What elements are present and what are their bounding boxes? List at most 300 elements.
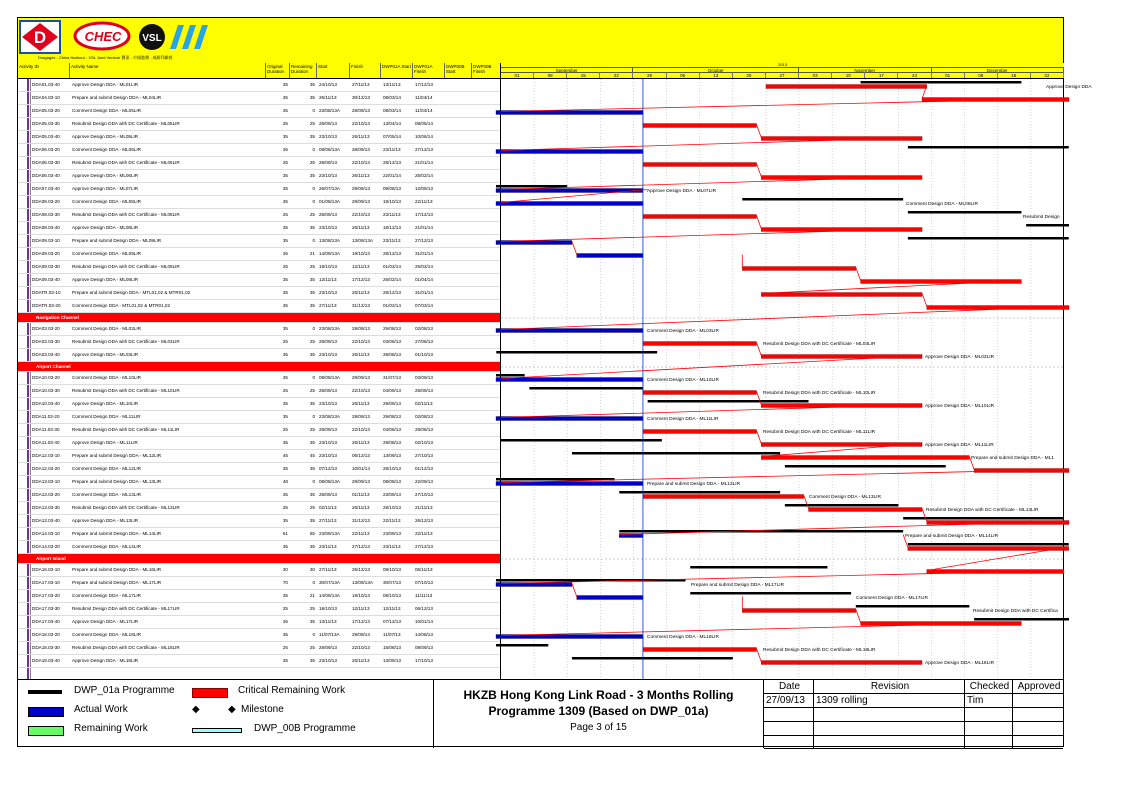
legend-dwp00b-swatch [192, 728, 242, 733]
start-date: 28/09/13 [319, 212, 337, 217]
activity-name: Comment Design DDA - MTL01,02 & MTR01,02 [72, 303, 171, 308]
baseline-bar [690, 566, 827, 569]
critical-bar [643, 495, 804, 499]
activity-id: DDA04.03-10 [32, 95, 60, 100]
original-duration: 35 [282, 277, 288, 282]
baseline-bar [908, 237, 1069, 240]
dragages-logo-letter: D [33, 28, 47, 47]
original-duration: 35 [282, 147, 288, 152]
table-row [18, 144, 500, 157]
timeline-week: 15 [567, 72, 600, 78]
activity-id: DDA06.03-30 [32, 160, 60, 165]
finish-date: 26/11/13 [352, 440, 370, 445]
activity-name: Resubmit Design DDA with DC Certificate - ML05LIR [72, 121, 180, 126]
start-date: 27/11/13 [319, 303, 337, 308]
activity-name: Resubmit Design DDA with DC Certificate - ML13LIR [72, 505, 180, 510]
critical-bar [643, 163, 757, 167]
table-row [18, 411, 500, 424]
dwp01a-finish: 21/01/14 [415, 160, 433, 165]
finish-date: 01/11/13 [352, 492, 370, 497]
bar-label: Prepare and submit Design DDA - ML14LIR [905, 534, 999, 539]
remaining-duration: 35 [309, 134, 315, 139]
original-duration: 25 [282, 388, 288, 393]
remaining-duration: 21 [309, 251, 315, 256]
progress-line [856, 610, 861, 623]
activity-name: Comment Design DDA - ML13LIR [72, 492, 141, 497]
dwp01a-finish: 22/09/13 [415, 479, 433, 484]
progress-line [619, 522, 1064, 535]
activity-name: Resubmit Design DDA with DC Certificate - ML18LIR [72, 645, 180, 650]
revision-date: 27/09/13 [764, 694, 814, 708]
start-date: 23/11/13 [319, 544, 337, 549]
activity-id: DDA12.03-20 [32, 466, 60, 471]
critical-bar [809, 508, 923, 512]
dwp01a-finish: 28/08/13 [415, 427, 433, 432]
title-line-1: HKZB Hong Kong Link Road - 3 Months Rolling [463, 688, 734, 702]
start-date: 28/09/13 [319, 160, 337, 165]
company-line: Dragages - China Harbour - VSL Joint Venture 寶嘉 - 中國港灣 - 威勝利聯營 [38, 55, 173, 60]
progress-line [756, 343, 761, 356]
activity-id: DDA06.03-20 [32, 147, 60, 152]
finish-date: 26/12/13 [352, 567, 370, 572]
activity-id: DDA14.03-20 [32, 544, 60, 549]
critical-bar [761, 661, 922, 665]
remaining-duration: 25 [309, 606, 315, 611]
critical-bar [742, 609, 856, 613]
progress-line [927, 548, 1064, 571]
start-date: 23/10/13 [319, 401, 337, 406]
revision-empty-cell [1013, 708, 1063, 722]
table-row [18, 385, 500, 398]
critical-bar [761, 443, 922, 447]
original-duration: 25 [282, 121, 288, 126]
dwp01a-start: 08/03/14 [383, 95, 401, 100]
finish-date: 17/12/13 [352, 277, 370, 282]
legend-actual-swatch [28, 707, 64, 717]
activity-name: Comment Design DDA - ML06LIR [72, 147, 141, 152]
baseline-bar [974, 618, 1069, 621]
dwp01a-finish: 02/08/13 [415, 414, 433, 419]
timeline-week: 22 [600, 72, 633, 78]
activity-id: DDA10.03-30 [32, 388, 60, 393]
remaining-duration: 0 [312, 238, 315, 243]
bar-label: Approve Design DDA - ML18LIR [925, 661, 995, 666]
finish-date: 26/11/13 [352, 225, 370, 230]
dwp01a-finish: 27/10/13 [415, 492, 433, 497]
original-duration: 35 [282, 199, 288, 204]
remaining-duration: 0 [312, 326, 315, 331]
finish-date: 19/10/13 [352, 593, 370, 598]
timeline-week: 20 [733, 72, 766, 78]
progress-line [501, 229, 922, 242]
table-row [18, 642, 500, 655]
finish-date: 31/12/13 [352, 303, 370, 308]
activity-name: Approve Design DDA - ML11LIR [72, 440, 138, 445]
activity-id: DDA09.03-10 [32, 238, 60, 243]
baseline-bar [496, 374, 525, 377]
original-duration: 35 [282, 225, 288, 230]
finish-date: 29/09/13 [352, 186, 370, 191]
bar-label: Resubmit Design DDA with DC Certificate - ML13LIR [926, 508, 1039, 513]
remaining-duration: 35 [309, 401, 315, 406]
start-date: 19/10/13 [319, 606, 337, 611]
timeline-year: 2013 [778, 62, 787, 67]
original-duration: 25 [282, 264, 288, 269]
table-row [18, 476, 500, 489]
timeline-week: 01 [932, 72, 965, 78]
bar-label: Prepare and submit Design DDA - ML17LIR [691, 583, 785, 588]
finish-date: 30/12/13 [352, 95, 370, 100]
activity-name: Resubmit Design DDA with DC Certificate - ML06LIR [72, 160, 180, 165]
dwp01a-start: 07/12/13 [383, 619, 401, 624]
start-date: 23/10/13 [319, 440, 337, 445]
activity-name: Comment Design DDA - ML17LIR [72, 593, 141, 598]
table-row [18, 564, 500, 577]
table-row [18, 131, 500, 144]
dwp01a-finish: 11/04/14 [415, 108, 433, 113]
table-row [18, 398, 500, 411]
dwp01a-finish: 02/08/13 [415, 326, 433, 331]
legend-actual-label: Actual Work [74, 704, 128, 715]
start-date: 13/11/13 [319, 619, 337, 624]
remaining-duration: 35 [309, 492, 315, 497]
activity-name: Resubmit Design DDA with DC Certificate - ML11LIR [72, 427, 180, 432]
timeline-week: 08 [965, 72, 998, 78]
finish-date: 13/09/13A [352, 580, 373, 585]
remaining-duration: 0 [312, 375, 315, 380]
remaining-duration: 35 [309, 466, 315, 471]
original-duration: 35 [282, 414, 288, 419]
bar-label: Resubmit Design DDA with DC Certificate - ML03LIR [763, 342, 876, 347]
dwp01a-start: 08/10/13 [383, 593, 401, 598]
finish-date: 22/10/13 [352, 121, 370, 126]
activity-id: DDA17.03-10 [32, 580, 60, 585]
timeline-week: 01 [501, 72, 534, 78]
original-duration: 35 [282, 238, 288, 243]
start-date: 23/09/13A [319, 531, 340, 536]
critical-bar [643, 342, 757, 346]
col-finish: Finish [350, 63, 381, 78]
finish-date: 26/11/13 [352, 401, 370, 406]
dwp01a-start: 04/08/13 [383, 427, 401, 432]
bar-label: Approve Design DDA - ML10LIR [925, 404, 995, 409]
remaining-duration: 25 [309, 339, 315, 344]
dwp01a-finish: 07/03/14 [415, 303, 433, 308]
timeline-month: October [633, 67, 799, 72]
table-row [18, 336, 500, 349]
start-date: 23/10/13 [319, 352, 337, 357]
revision-empty-cell [814, 722, 965, 736]
critical-bar [643, 391, 757, 395]
start-date: 28/09/13 [319, 121, 337, 126]
activity-name: Approve Design DDA - ML09LIR [72, 277, 139, 282]
legend-remaining-label: Remaining Work [74, 723, 148, 734]
bar-label: Comment Design DDA - ML03LIR [647, 329, 719, 334]
activity-name: Resubmit Design DDA with DC Certificate - ML10LIR [72, 388, 180, 393]
table-row [18, 603, 500, 616]
table-row [18, 157, 500, 170]
section-title: Airport Channel [36, 364, 71, 369]
original-duration: 35 [282, 401, 288, 406]
finish-date: 27/11/13 [352, 82, 370, 87]
bar-label: Resubmit Design DDA with DC Certificate - ML11LIR [763, 430, 876, 435]
dwp01a-finish: 21/11/13 [415, 505, 433, 510]
dwp01a-start: 23/09/13 [383, 531, 401, 536]
baseline-bar [496, 185, 567, 188]
remaining-duration: 35 [309, 658, 315, 663]
col-original-duration: Original Duration [266, 63, 290, 78]
title-line-2: Programme 1309 (Based on DWP_01a) [488, 704, 709, 718]
revision-empty-cell [965, 736, 1013, 749]
remaining-duration: 0 [312, 186, 315, 191]
dwp01a-start: 28/10/13 [383, 466, 401, 471]
finish-date: 06/12/13 [352, 453, 370, 458]
table-row [18, 105, 500, 118]
critical-bar [643, 430, 757, 434]
critical-bar [908, 547, 1069, 551]
table-row [18, 528, 500, 541]
dwp01a-finish: 27/10/13 [415, 453, 433, 458]
original-duration: 35 [282, 619, 288, 624]
dwp01a-finish: 17/12/13 [415, 82, 433, 87]
bar-label: Approve Design DDA [1046, 85, 1092, 90]
finish-date: 26/11/13 [352, 134, 370, 139]
activity-name: Approve Design DDA - ML10LIR [72, 401, 139, 406]
table-row [18, 372, 500, 385]
activity-id: DDA03.03-40 [32, 352, 60, 357]
dwp01a-finish: 02/10/13 [415, 440, 433, 445]
timeline-week: 10 [832, 72, 865, 78]
remaining-duration: 30 [309, 567, 315, 572]
start-date: 08/08/13A [319, 147, 340, 152]
baseline-bar [908, 211, 1022, 214]
activity-id: DDA05.03-30 [32, 121, 60, 126]
finish-date: 10/01/14 [352, 466, 370, 471]
progress-line [922, 294, 927, 307]
remaining-duration: 25 [309, 121, 315, 126]
activity-name: Comment Design DDA - ML12LIR [72, 466, 141, 471]
finish-date: 28/09/13 [352, 326, 370, 331]
dwp01a-start: 28/12/13 [383, 160, 401, 165]
original-duration: 35 [282, 326, 288, 331]
table-row [18, 489, 500, 502]
original-duration: 25 [282, 606, 288, 611]
table-row [18, 424, 500, 437]
dwp01a-start: 01/02/14 [383, 264, 401, 269]
table-row [18, 541, 500, 554]
dwp01a-start: 13/11/13 [383, 82, 401, 87]
activity-table [18, 79, 500, 679]
remaining-duration: 25 [309, 160, 315, 165]
bar-label: Resubmit Design [1023, 215, 1060, 220]
dwp01a-finish: 10/01/14 [415, 619, 433, 624]
revision-block [764, 679, 1063, 749]
activity-name: Comment Design DDA - ML11LIR [72, 414, 141, 419]
remaining-duration: 25 [309, 264, 315, 269]
progress-line [756, 392, 761, 405]
dwp01a-finish: 21/01/14 [415, 225, 433, 230]
table-row [18, 235, 500, 248]
activity-id: DDA08.03-30 [32, 212, 60, 217]
finish-date: 28/09/13 [352, 414, 370, 419]
table-row [18, 463, 500, 476]
revision-header-approved: Approved [1013, 680, 1063, 694]
remaining-duration: 35 [309, 619, 315, 624]
progress-line [501, 177, 922, 190]
activity-name: Comment Design DDA - ML14LIR [72, 544, 141, 549]
activity-id: DDA09.03-30 [32, 264, 60, 269]
remaining-duration: 0 [312, 632, 315, 637]
revision-empty-cell [764, 736, 814, 749]
dwp01a-start: 29/08/13 [383, 326, 401, 331]
original-duration: 35 [282, 108, 288, 113]
chec-logo [74, 22, 130, 50]
section-header [18, 362, 500, 372]
start-date: 23/10/13 [319, 134, 337, 139]
dwp01a-finish: 27/12/13 [415, 544, 433, 549]
remaining-duration: 35 [309, 303, 315, 308]
timeline-week: 22 [1031, 72, 1064, 78]
dwp01a-start: 29/08/13 [383, 414, 401, 419]
start-date: 23/08/13A [319, 414, 340, 419]
activity-id: DDA07.03-40 [32, 186, 60, 191]
remaining-duration: 35 [309, 277, 315, 282]
activity-id: DDA18.03-30 [32, 645, 60, 650]
original-duration: 35 [282, 658, 288, 663]
col-dwp00b-start: DWP00B Start [445, 63, 472, 78]
activity-id: DDA09.03-40 [32, 277, 60, 282]
finish-date: 31/12/13 [352, 518, 370, 523]
activity-id: DDA13.03-40 [32, 518, 60, 523]
finish-date: 22/10/13 [352, 339, 370, 344]
original-duration: 35 [282, 632, 288, 637]
progress-line [501, 138, 922, 151]
dragages-logo [20, 21, 60, 53]
actual-bar [577, 596, 643, 600]
remaining-duration: 35 [309, 518, 315, 523]
baseline-bar [908, 543, 1069, 546]
activity-id: DDA03.03-30 [32, 339, 60, 344]
dwp01a-start: 22/01/14 [383, 173, 401, 178]
activity-id: DDA06.03-40 [32, 173, 60, 178]
dwp01a-finish: 31/01/14 [415, 251, 433, 256]
activity-name: Resubmit Design DDA with DC Certificate - ML03LIR [72, 339, 180, 344]
finish-date: 28/09/13 [352, 375, 370, 380]
revision-empty-cell [764, 708, 814, 722]
critical-bar [766, 85, 927, 89]
activity-id: DDA05.03-40 [32, 134, 60, 139]
critical-bar [643, 124, 757, 128]
original-duration: 35 [282, 186, 288, 191]
timeline-week: 15 [998, 72, 1031, 78]
activity-name: Approve Design DDA - ML18LIR [72, 658, 139, 663]
baseline-bar [529, 387, 643, 390]
activity-id: DDA08.03-20 [32, 199, 60, 204]
original-duration: 35 [282, 544, 288, 549]
finish-date: 28/09/13 [352, 632, 370, 637]
finish-date: 13/09/13A [352, 238, 373, 243]
activity-id: DDA18.03-20 [32, 632, 60, 637]
dwp01a-start: 30/07/13 [383, 580, 401, 585]
activity-id: DDA18.03-40 [32, 658, 60, 663]
actual-bar [496, 202, 643, 206]
critical-bar [761, 456, 969, 460]
dwp01a-start: 07/05/14 [383, 134, 401, 139]
timeline-month: December [932, 67, 1064, 72]
original-duration: 25 [282, 212, 288, 217]
activity-id: DDA16.03-10 [32, 567, 60, 572]
progress-line [856, 268, 861, 281]
finish-date: 17/12/13 [352, 619, 370, 624]
start-date: 28/09/13 [319, 645, 337, 650]
activity-name: Approve Design DDA - ML03LIR [72, 352, 139, 357]
remaining-duration: 35 [309, 352, 315, 357]
start-date: 02/11/13 [319, 505, 337, 510]
table-row [18, 209, 500, 222]
dwp01a-start: 23/09/13 [383, 492, 401, 497]
remaining-duration: 35 [309, 95, 315, 100]
activity-name: Comment Design DDA - ML18LIR [72, 632, 141, 637]
legend-dwp00b-label: DWP_00B Programme [254, 723, 356, 734]
revision-empty-cell [1013, 722, 1063, 736]
section-header [18, 313, 500, 323]
table-row [18, 274, 500, 287]
activity-name: Comment Design DDA - ML05LIR [72, 108, 141, 113]
remaining-duration: 0 [312, 199, 315, 204]
activity-id: DDA05.03-20 [32, 108, 60, 113]
section-title: Navigation Channel [36, 315, 79, 320]
activity-id: DDA11.03-40 [32, 440, 60, 445]
dwp01a-start: 13/09/13 [383, 453, 401, 458]
activity-id: DDA17.03-20 [32, 593, 60, 598]
vsl-logo-text: VSL [142, 33, 162, 44]
timeline-week: 27 [766, 72, 799, 78]
dwp01a-finish: 06/12/13 [415, 606, 433, 611]
timeline-header [500, 63, 1064, 79]
activity-name: Approve Design DDA - ML07LIR [72, 186, 139, 191]
bar-label: Approve Design DDA - ML03LIR [925, 355, 995, 360]
baseline-bar [496, 351, 657, 354]
start-date: 28/09/13 [319, 492, 337, 497]
remaining-duration: 21 [309, 593, 315, 598]
remaining-duration: 35 [309, 440, 315, 445]
remaining-duration: 25 [309, 212, 315, 217]
revision-header-checked: Checked [965, 680, 1013, 694]
dwp01a-finish: 12/09/13 [415, 186, 433, 191]
table-row [18, 183, 500, 196]
col-dwp00b-finish: DWP00B Finish [473, 64, 492, 74]
dwp01a-start: 29/09/13 [383, 401, 401, 406]
dwp01a-finish: 28/09/13 [415, 388, 433, 393]
finish-date: 28/09/13 [352, 108, 370, 113]
finish-date: 12/11/13 [352, 606, 370, 611]
activity-name: Approve Design DDA - ML17LIR [72, 619, 139, 624]
dwp01a-start: 08/10/13 [383, 567, 401, 572]
dwp01a-finish: 11/04/14 [415, 95, 433, 100]
dwp01a-finish: 31/01/14 [415, 290, 433, 295]
original-duration: 25 [282, 427, 288, 432]
legend-critical-label: Critical Remaining Work [238, 685, 346, 696]
section-header [18, 554, 500, 564]
activity-id: DDATR.03-20 [32, 303, 61, 308]
finish-date: 28/09/13 [352, 199, 370, 204]
finish-date: 12/11/13 [352, 264, 370, 269]
start-date: 11/07/13A [319, 632, 340, 637]
table-row [18, 92, 500, 105]
revision-header-date: Date [764, 680, 814, 694]
original-duration: 25 [282, 505, 288, 510]
dwp01a-start: 18/12/13 [383, 225, 401, 230]
